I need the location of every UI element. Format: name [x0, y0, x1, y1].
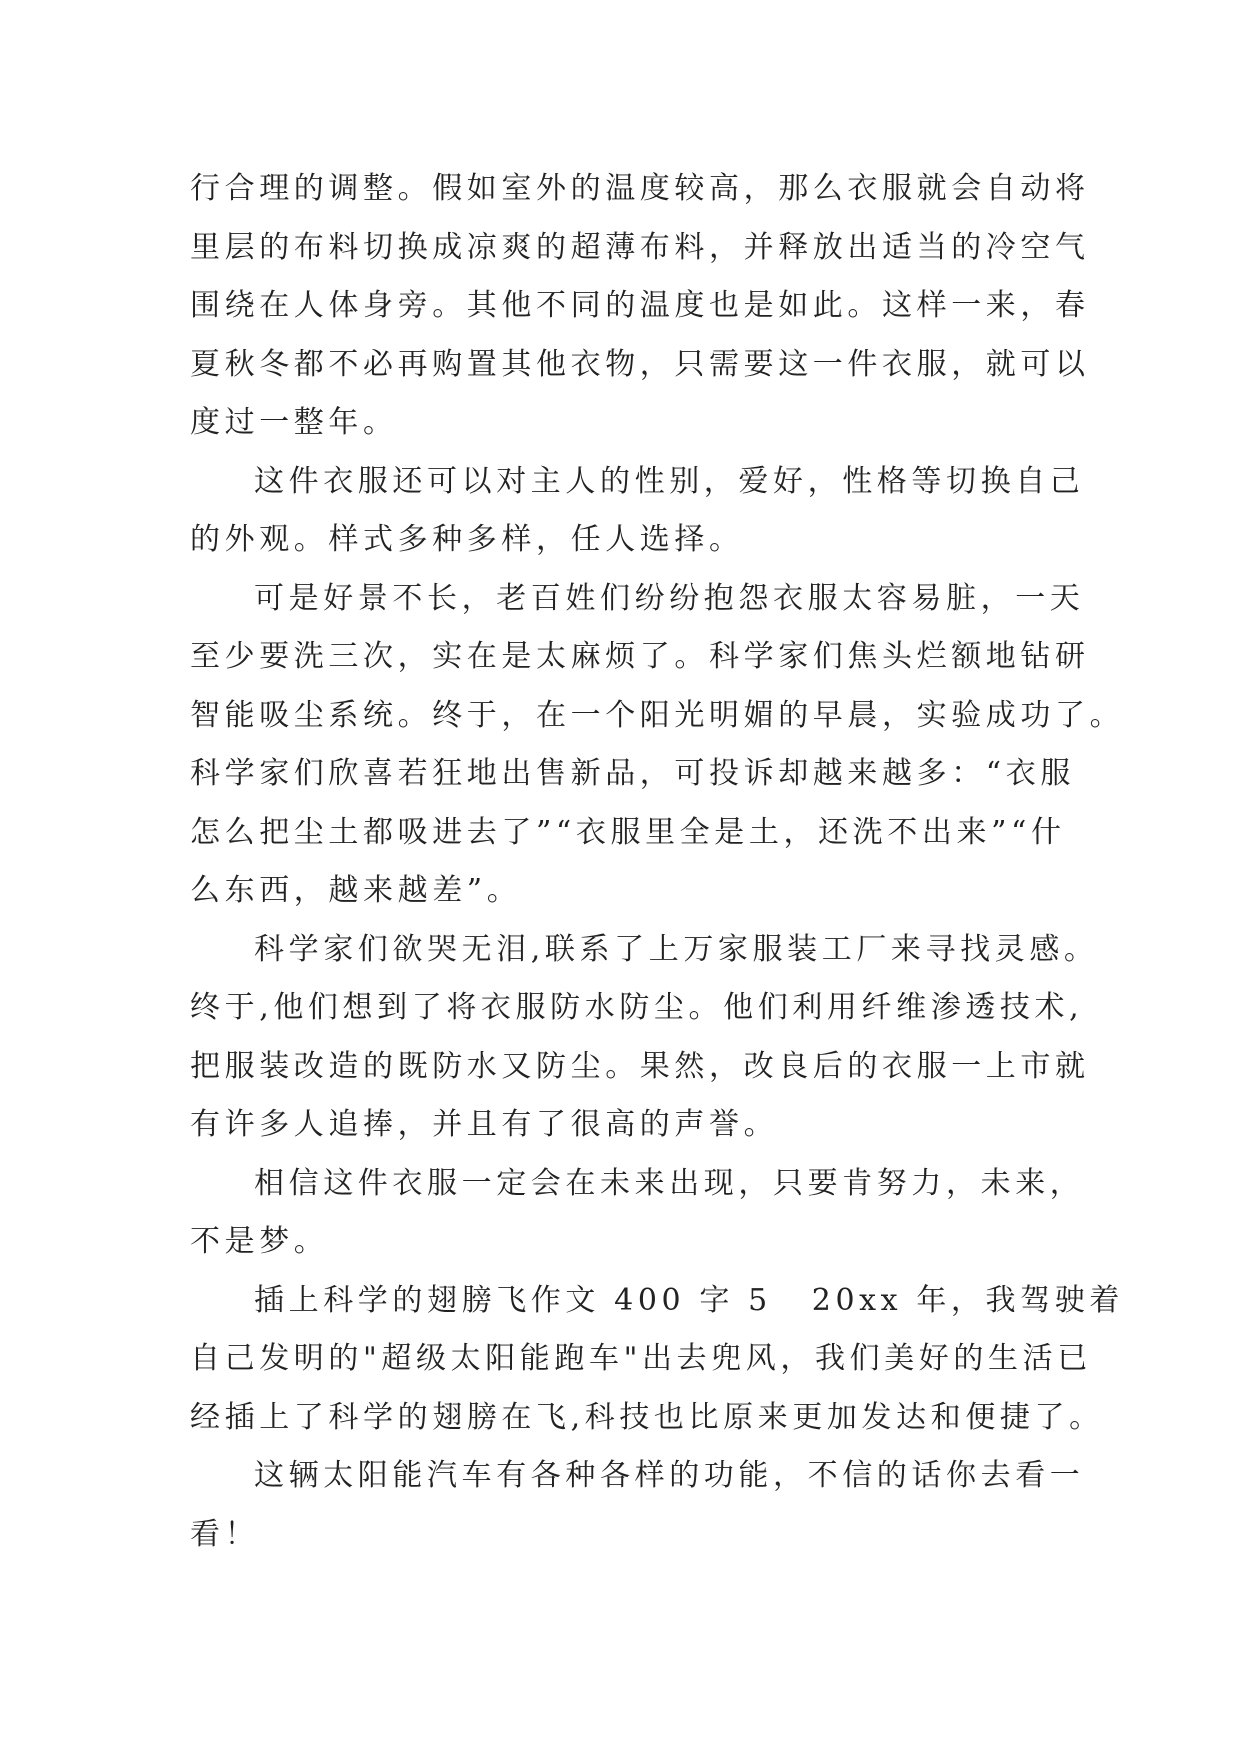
- text-line: 围绕在人体身旁。其他不同的温度也是如此。这样一来，春: [190, 288, 1090, 323]
- text-line: 终于,他们想到了将衣服防水防尘。他们利用纤维渗透技术,: [190, 990, 1084, 1025]
- text-line: 智能吸尘系统。终于，在一个阳光明媚的早晨，实验成功了。: [190, 697, 1125, 733]
- text-line: 夏秋冬都不必再购置其他衣物，只需要这一件衣服，就可以: [190, 346, 1090, 382]
- text-line: 里层的布料切换成凉爽的超薄布料，并释放出适当的冷空气: [190, 229, 1090, 265]
- text-line: 么东西，越来越差”。: [190, 873, 522, 908]
- paragraph-start-line: 这辆太阳能汽车有各种各样的功能，不信的话你去看一: [254, 1458, 1085, 1493]
- text-line: 自己发明的"超级太阳能跑车"出去兜风，我们美好的生活已: [190, 1341, 1092, 1376]
- text-line: 行合理的调整。假如室外的温度较高，那么衣服就会自动将: [190, 171, 1090, 206]
- text-line: 的外观。样式多种多样，任人选择。: [190, 522, 744, 557]
- essay-heading: 插上科学的翅膀飞作文 400 字 5: [254, 1282, 772, 1318]
- essay-text: [190, 160, 1125, 1564]
- text-line: 把服装改造的既防水又防尘。果然，改良后的衣服一上市就: [190, 1048, 1090, 1084]
- text-line: 看！: [190, 1516, 260, 1552]
- text-line: 怎么把尘土都吸进去了”“衣服里全是土，还洗不出来”“什: [190, 814, 1066, 850]
- paragraph-start-line: 可是好景不长，老百姓们纷纷抱怨衣服太容易脏，一天: [254, 580, 1085, 616]
- text-line: 不是梦。: [190, 1224, 329, 1259]
- text-line: 度过一整年。: [190, 405, 398, 440]
- text-line: 至少要洗三次，实在是太麻烦了。科学家们焦头烂额地钻研: [190, 639, 1090, 674]
- paragraph-start-line: 这件衣服还可以对主人的性别，爱好，性格等切换自己: [254, 463, 1085, 499]
- paragraph-start-line: 相信这件衣服一定会在未来出现，只要肯努力，未来，: [254, 1165, 1085, 1201]
- text-line: 科学家们欣喜若狂地出售新品，可投诉却越来越多：“衣服: [190, 756, 1075, 791]
- text-line: 有许多人追捧，并且有了很高的声誉。: [190, 1107, 779, 1142]
- essay-opening: 20xx 年，我驾驶着: [811, 1282, 1124, 1318]
- paragraph-start-line: 科学家们欲哭无泪,联系了上万家服装工厂来寻找灵感。: [254, 931, 1099, 967]
- text-line: 经插上了科学的翅膀在飞,科技也比原来更加发达和便捷了。: [190, 1399, 1104, 1435]
- essay-heading-line: [190, 1272, 1124, 1331]
